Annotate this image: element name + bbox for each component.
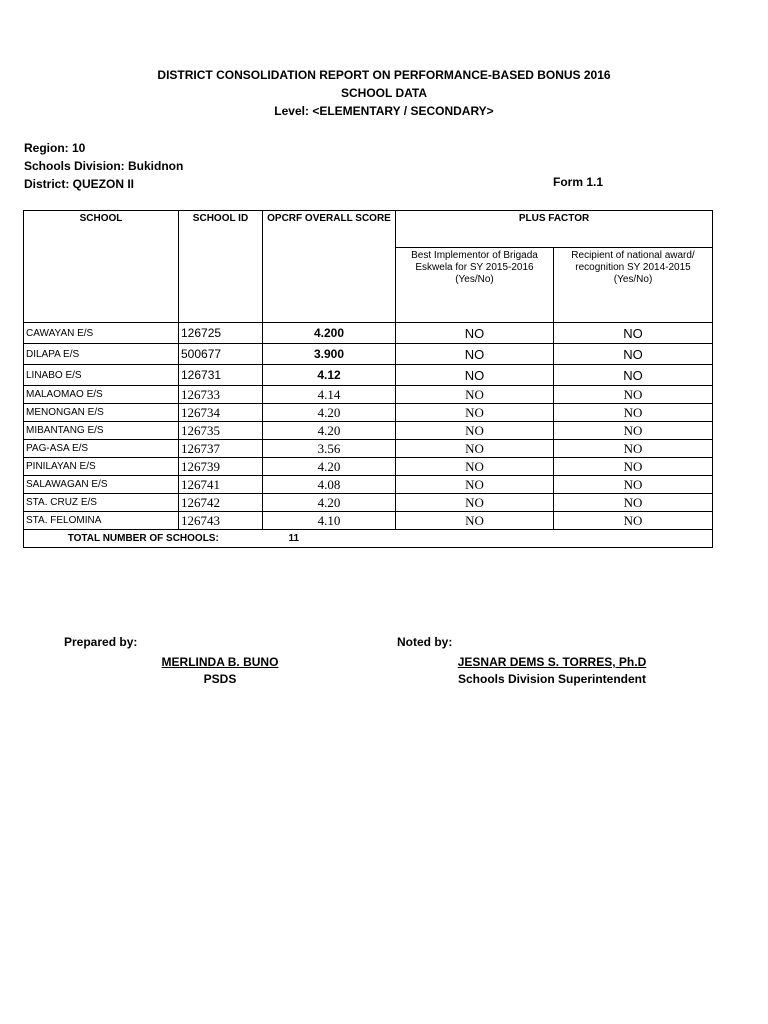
form-number: Form 1.1 bbox=[553, 175, 604, 189]
opcrf-score-cell: 4.10 bbox=[263, 512, 396, 530]
school-id-cell: 126733 bbox=[179, 386, 263, 404]
opcrf-score-cell: 4.12 bbox=[263, 365, 396, 386]
school-cell: DILAPA E/S bbox=[24, 344, 179, 365]
col-header-school: SCHOOL bbox=[24, 211, 179, 323]
noted-by-label: Noted by: bbox=[397, 635, 453, 649]
school-cell: MIBANTANG E/S bbox=[24, 422, 179, 440]
award-cell: NO bbox=[554, 404, 713, 422]
brigada-cell: NO bbox=[396, 323, 554, 344]
report-level: Level: <ELEMENTARY / SECONDARY> bbox=[274, 104, 494, 118]
award-cell: NO bbox=[554, 323, 713, 344]
table-row bbox=[24, 386, 713, 404]
table-row bbox=[24, 476, 713, 494]
prepared-by-label: Prepared by: bbox=[64, 635, 138, 649]
total-value: 11 bbox=[263, 530, 713, 548]
school-id-cell: 126737 bbox=[179, 440, 263, 458]
col-header-brigada: Best Implementor of Brigada Eskwela for SY 2015-2016 (Yes/No) bbox=[396, 248, 554, 323]
award-cell: NO bbox=[554, 440, 713, 458]
school-cell: CAWAYAN E/S bbox=[24, 323, 179, 344]
col-header-school-id: SCHOOL ID bbox=[179, 211, 263, 323]
brigada-cell: NO bbox=[396, 440, 554, 458]
opcrf-score-cell: 4.20 bbox=[263, 404, 396, 422]
award-cell: NO bbox=[554, 512, 713, 530]
school-id-cell: 126742 bbox=[179, 494, 263, 512]
col-header-award: Recipient of national award/ recognition SY 2014-2015 (Yes/No) bbox=[554, 248, 713, 323]
award-cell: NO bbox=[554, 365, 713, 386]
school-id-cell: 126734 bbox=[179, 404, 263, 422]
col-header-opcrf: OPCRF OVERALL SCORE bbox=[263, 211, 396, 323]
school-id-cell: 126741 bbox=[179, 476, 263, 494]
brigada-cell: NO bbox=[396, 512, 554, 530]
award-cell: NO bbox=[554, 458, 713, 476]
school-cell: STA. CRUZ E/S bbox=[24, 494, 179, 512]
award-cell: NO bbox=[554, 344, 713, 365]
school-data-table bbox=[23, 210, 713, 548]
noted-by-name: JESNAR DEMS S. TORRES, Ph.D bbox=[457, 655, 647, 669]
region-label: Region: 10 bbox=[24, 141, 86, 155]
table-row bbox=[24, 440, 713, 458]
award-cell: NO bbox=[554, 476, 713, 494]
award-cell: NO bbox=[554, 386, 713, 404]
brigada-cell: NO bbox=[396, 458, 554, 476]
opcrf-score-cell: 4.14 bbox=[263, 386, 396, 404]
opcrf-score-cell: 3.56 bbox=[263, 440, 396, 458]
noted-by-title: Schools Division Superintendent bbox=[457, 672, 647, 686]
col-header-plus-factor: PLUS FACTOR bbox=[396, 211, 713, 248]
brigada-cell: NO bbox=[396, 386, 554, 404]
report-title: DISTRICT CONSOLIDATION REPORT ON PERFORMANCE-BASED BONUS 2016 bbox=[157, 68, 611, 82]
table-row bbox=[24, 344, 713, 365]
school-id-cell: 500677 bbox=[179, 344, 263, 365]
total-label: TOTAL NUMBER OF SCHOOLS: bbox=[24, 530, 263, 548]
school-id-cell: 126731 bbox=[179, 365, 263, 386]
opcrf-score-cell: 4.08 bbox=[263, 476, 396, 494]
division-label: Schools Division: Bukidnon bbox=[24, 159, 184, 173]
prepared-by-name: MERLINDA B. BUNO bbox=[161, 655, 279, 669]
table-row bbox=[24, 422, 713, 440]
brigada-cell: NO bbox=[396, 404, 554, 422]
school-id-cell: 126735 bbox=[179, 422, 263, 440]
prepared-by-title: PSDS bbox=[203, 672, 237, 686]
school-id-cell: 126743 bbox=[179, 512, 263, 530]
table-row bbox=[24, 494, 713, 512]
school-cell: SALAWAGAN E/S bbox=[24, 476, 179, 494]
award-cell: NO bbox=[554, 422, 713, 440]
school-cell: MALAOMAO E/S bbox=[24, 386, 179, 404]
brigada-cell: NO bbox=[396, 344, 554, 365]
opcrf-score-cell: 4.20 bbox=[263, 494, 396, 512]
opcrf-score-cell: 4.200 bbox=[263, 323, 396, 344]
opcrf-score-cell: 4.20 bbox=[263, 458, 396, 476]
table-row bbox=[24, 365, 713, 386]
brigada-cell: NO bbox=[396, 494, 554, 512]
school-cell: MENONGAN E/S bbox=[24, 404, 179, 422]
brigada-cell: NO bbox=[396, 422, 554, 440]
school-cell: LINABO E/S bbox=[24, 365, 179, 386]
table-row bbox=[24, 404, 713, 422]
school-cell: STA. FELOMINA bbox=[24, 512, 179, 530]
brigada-cell: NO bbox=[396, 476, 554, 494]
school-id-cell: 126725 bbox=[179, 323, 263, 344]
school-cell: PAG-ASA E/S bbox=[24, 440, 179, 458]
brigada-cell: NO bbox=[396, 365, 554, 386]
school-id-cell: 126739 bbox=[179, 458, 263, 476]
report-header bbox=[0, 66, 768, 120]
opcrf-score-cell: 3.900 bbox=[263, 344, 396, 365]
school-cell: PINILAYAN E/S bbox=[24, 458, 179, 476]
award-cell: NO bbox=[554, 494, 713, 512]
table-row bbox=[24, 323, 713, 344]
total-row bbox=[24, 530, 713, 548]
district-label: District: QUEZON II bbox=[24, 177, 135, 191]
report-subtitle: SCHOOL DATA bbox=[341, 86, 427, 100]
opcrf-score-cell: 4.20 bbox=[263, 422, 396, 440]
table-row bbox=[24, 458, 713, 476]
table-row bbox=[24, 512, 713, 530]
